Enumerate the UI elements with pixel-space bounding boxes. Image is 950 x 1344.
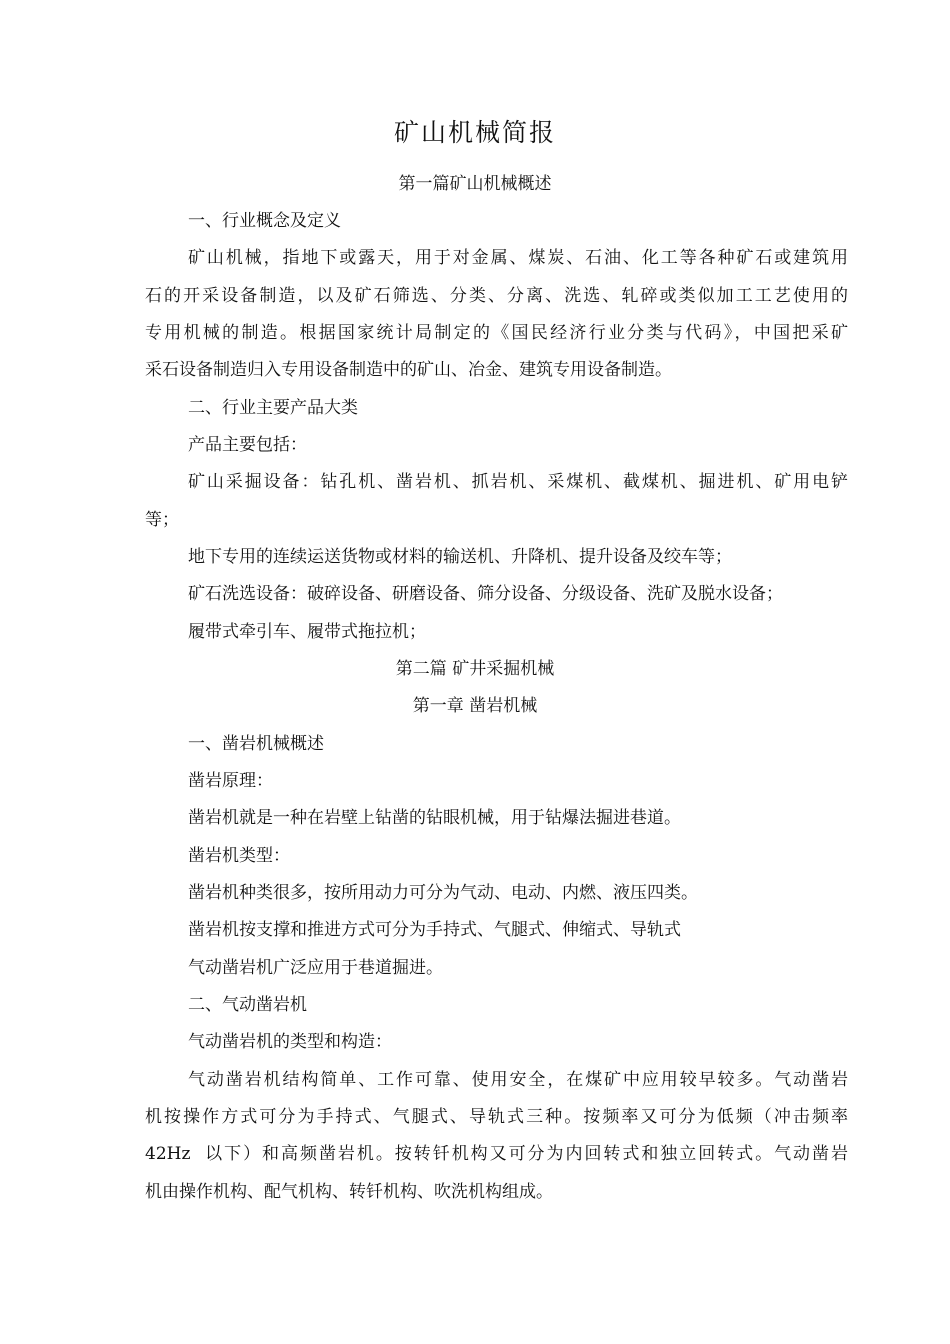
sec1-paragraph-line-4: 采石设备制造归入专用设备制造中的矿山、冶金、建筑专用设备制造。 xyxy=(145,360,672,380)
pneumatic-paragraph-line-2: 机按操作方式可分为手持式、气腿式、导轨式三种。按频率又可分为低频（冲击频率 xyxy=(145,1107,848,1127)
chapter1-section1-heading: 一、凿岩机械概述 xyxy=(188,734,324,754)
types-usage: 气动凿岩机广泛应用于巷道掘进。 xyxy=(188,958,443,978)
principle-label: 凿岩原理： xyxy=(188,771,273,791)
chapter1-heading: 第一章 凿岩机械 xyxy=(412,696,538,716)
part2-heading: 第二篇 矿井采掘机械 xyxy=(395,659,555,679)
pneumatic-paragraph-line-3: 42Hz 以下）和高频凿岩机。按转钎机构又可分为内回转式和独立回转式。气动凿岩 xyxy=(145,1144,848,1164)
principle-text: 凿岩机就是一种在岩壁上钻凿的钻眼机械，用于钻爆法掘进巷道。 xyxy=(188,808,681,828)
part1-heading: 第一篇矿山机械概述 xyxy=(398,174,552,194)
section2-heading: 二、行业主要产品大类 xyxy=(188,398,358,418)
product-transport: 地下专用的连续运送货物或材料的输送机、升降机、提升设备及绞车等； xyxy=(188,547,732,567)
types-label: 凿岩机类型： xyxy=(188,846,290,866)
sec1-paragraph-line-1: 矿山机械，指地下或露天，用于对金属、煤炭、石油、化工等各种矿石或建筑用 xyxy=(188,248,848,268)
document-title: 矿山机械简报 xyxy=(393,118,556,147)
product-mining-line-2: 等； xyxy=(145,510,179,530)
product-processing: 矿石洗选设备：破碎设备、研磨设备、筛分设备、分级设备、洗矿及脱水设备； xyxy=(188,584,783,604)
products-intro: 产品主要包括： xyxy=(188,435,307,455)
sec1-paragraph-line-3: 专用机械的制造。根据国家统计局制定的《国民经济行业分类与代码》，中国把采矿 xyxy=(145,323,848,343)
chapter1-section2-heading: 二、气动凿岩机 xyxy=(188,995,307,1015)
pneumatic-label: 气动凿岩机的类型和构造： xyxy=(188,1032,392,1052)
types-power: 凿岩机种类很多，按所用动力可分为气动、电动、内燃、液压四类。 xyxy=(188,883,698,903)
types-support: 凿岩机按支撑和推进方式可分为手持式、气腿式、伸缩式、导轨式 xyxy=(188,920,681,940)
pneumatic-paragraph-line-4: 机由操作机构、配气机构、转钎机构、吹洗机构组成。 xyxy=(145,1182,553,1202)
pneumatic-paragraph-line-1: 气动凿岩机结构简单、工作可靠、使用安全，在煤矿中应用较早较多。气动凿岩 xyxy=(188,1070,848,1090)
product-mining-line-1: 矿山采掘设备：钻孔机、凿岩机、抓岩机、采煤机、截煤机、掘进机、矿用电铲 xyxy=(188,472,848,492)
sec1-paragraph-line-2: 石的开采设备制造，以及矿石筛选、分类、分离、洗选、轧碎或类似加工工艺使用的 xyxy=(145,286,848,306)
section1-heading: 一、行业概念及定义 xyxy=(188,211,341,231)
product-traction: 履带式牵引车、履带式拖拉机； xyxy=(188,622,426,642)
